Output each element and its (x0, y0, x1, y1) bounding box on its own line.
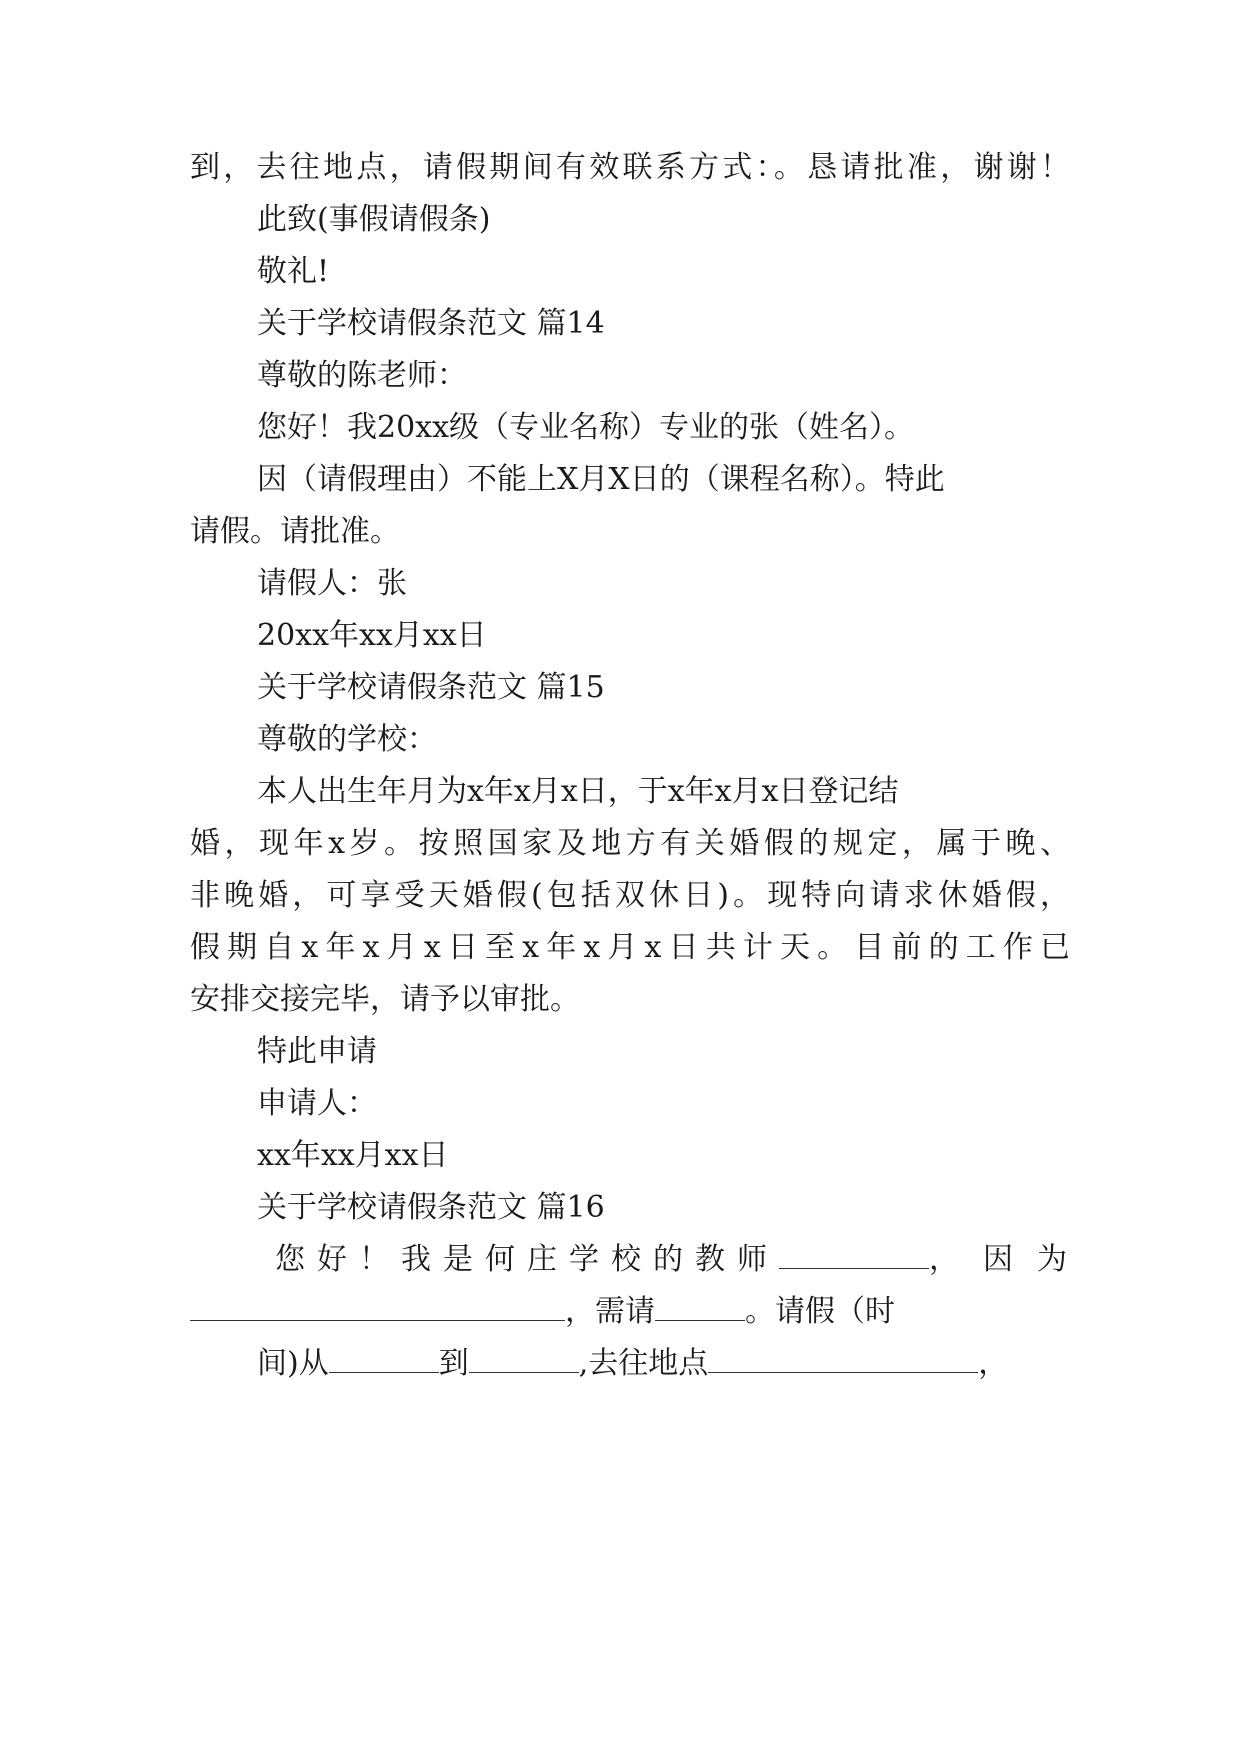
greeting-line: 尊敬的学校： (257, 722, 437, 757)
form-text: 。请假（时 (745, 1294, 895, 1329)
section-heading: 关于学校请假条范文 篇14 (257, 306, 605, 341)
date-line: 20xx年xx月xx日 (257, 618, 487, 653)
closing-line: 此致(事假请假条) (257, 202, 491, 237)
paragraph-line: 婚，现年x岁。按照国家及地方有关婚假的规定，属于晚、 (190, 826, 1070, 861)
form-text: ，因为 (929, 1242, 1091, 1277)
signer-line: 请假人：张 (257, 566, 407, 601)
section-heading: 关于学校请假条范文 篇16 (257, 1190, 605, 1225)
blank-underline (469, 1344, 579, 1373)
paragraph-line: 非晚婚，可享受天婚假(包括双休日)。现特向请求休婚假， (190, 878, 1070, 913)
form-line-3 (257, 1344, 1137, 1384)
paragraph-line: 假期自x年x月x日至x年x月x日共计天。目前的工作已 (190, 930, 1070, 965)
form-text: ，需请 (565, 1294, 655, 1329)
salutation-line: 敬礼! (257, 254, 330, 289)
closing-line: 特此申请 (257, 1034, 377, 1069)
form-text: 间)从 (257, 1346, 329, 1381)
signer-line: 申请人： (257, 1086, 377, 1121)
paragraph-line: 请假。请批准。 (190, 514, 400, 549)
blank-underline (190, 1292, 565, 1321)
date-line: xx年xx月xx日 (257, 1138, 449, 1173)
form-text: ， (978, 1346, 1009, 1381)
blank-underline (329, 1344, 439, 1373)
form-line-2 (190, 1292, 1070, 1332)
blank-underline (779, 1240, 929, 1269)
form-text: 到 (438, 1346, 469, 1381)
form-text: ,去往地点 (578, 1346, 709, 1381)
paragraph-line: 因（请假理由）不能上X月X日的（课程名称）。特此 (257, 462, 945, 497)
paragraph-line: 您好！我20xx级（专业名称）专业的张（姓名）。 (257, 410, 915, 445)
form-line-1 (275, 1240, 1155, 1280)
section-heading: 关于学校请假条范文 篇15 (257, 670, 605, 705)
blank-underline (708, 1344, 978, 1373)
paragraph-line: 安排交接完毕，请予以审批。 (190, 982, 580, 1017)
paragraph-line: 本人出生年月为x年x月x日，于x年x月x日登记结 (257, 774, 899, 809)
paragraph-line: 到，去往地点，请假期间有效联系方式：。恳请批准，谢谢！ (190, 150, 1070, 185)
form-text: 您好！我是何庄学校的教师 (275, 1242, 779, 1277)
greeting-line: 尊敬的陈老师： (257, 358, 467, 393)
blank-underline (655, 1292, 745, 1321)
